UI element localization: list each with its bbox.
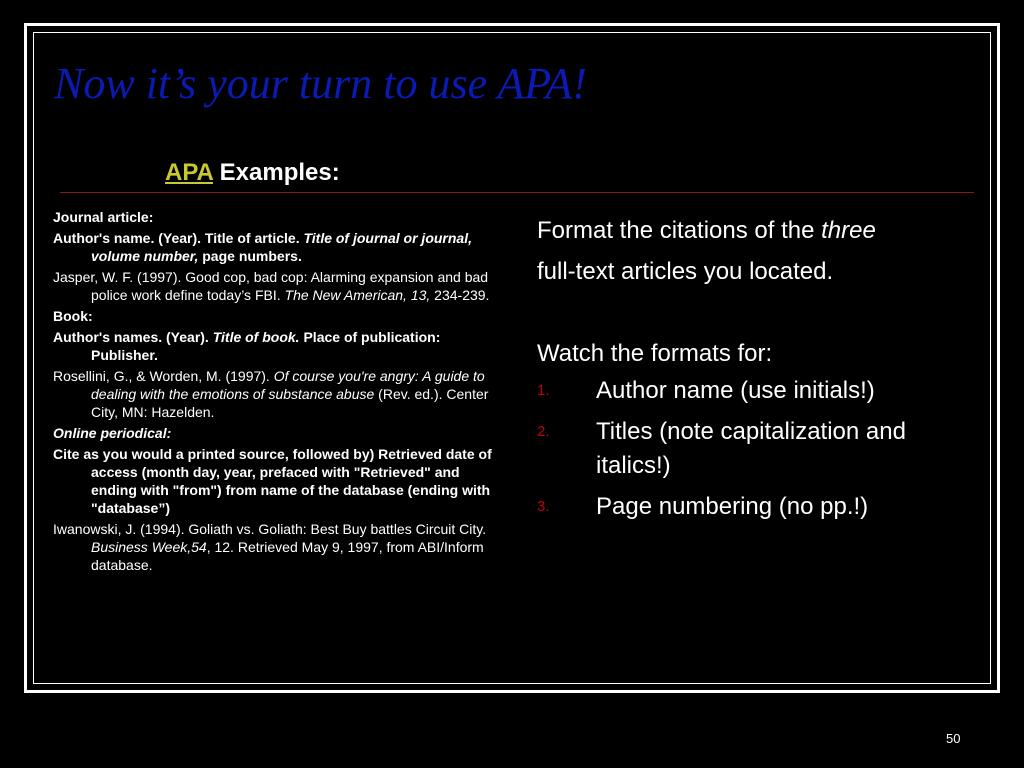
- list-item: 1. Author name (use initials!): [537, 374, 977, 408]
- examples-column: [53, 208, 503, 577]
- divider-line: [60, 192, 974, 193]
- watch-heading: Watch the formats for:: [537, 340, 773, 367]
- formats-list: [537, 374, 977, 524]
- journal-format: Author's name. (Year). Title of article. Title of journal or journal, volume number, page numbers.: [53, 230, 472, 264]
- book-heading: Book:: [53, 308, 93, 324]
- journal-example: Jasper, W. F. (1997). Good cop, bad cop: Alarming expansion and bad police work define today’s FBI. The New American, 13, 234-239.: [53, 269, 490, 303]
- book-example: Rosellini, G., & Worden, M. (1997). Of course you're angry: A guide to dealing with the emotions of substance abuse (Rev. ed.). Center City, MN: Hazelden.: [53, 368, 489, 420]
- apa-link[interactable]: APA: [165, 159, 213, 186]
- page-number: 50: [946, 731, 961, 746]
- instruction-line-2: full-text articles you located.: [537, 258, 834, 285]
- slide-subtitle: [165, 159, 340, 187]
- instructions-column: [537, 210, 977, 531]
- book-format: Author's names. (Year). Title of book. Place of publication: Publisher.: [53, 329, 441, 363]
- online-example: Iwanowski, J. (1994). Goliath vs. Goliath: Best Buy battles Circuit City. Business Week,54, 12. Retrieved May 9, 1997, from ABI/Inform database.: [53, 521, 487, 573]
- list-number: 2.: [537, 423, 550, 440]
- list-number: 3.: [537, 498, 550, 515]
- slide-title: Now it’s your turn to use APA!: [54, 59, 587, 108]
- instruction-line-1: Format the citations of the three: [537, 217, 876, 244]
- list-number: 1.: [537, 382, 550, 399]
- online-format: Cite as you would a printed source, followed by) Retrieved date of access (month day, year, prefaced with "Retrieved" and ending with "from") from name of the database (ending with "database”): [53, 446, 492, 516]
- journal-heading: Journal article:: [53, 209, 154, 225]
- online-heading: Online periodical:: [53, 425, 172, 441]
- list-item: 3. Page numbering (no pp.!): [537, 490, 977, 524]
- subtitle-text: Examples:: [213, 159, 340, 186]
- list-item: 2. Titles (note capitalization and italics!): [537, 415, 977, 483]
